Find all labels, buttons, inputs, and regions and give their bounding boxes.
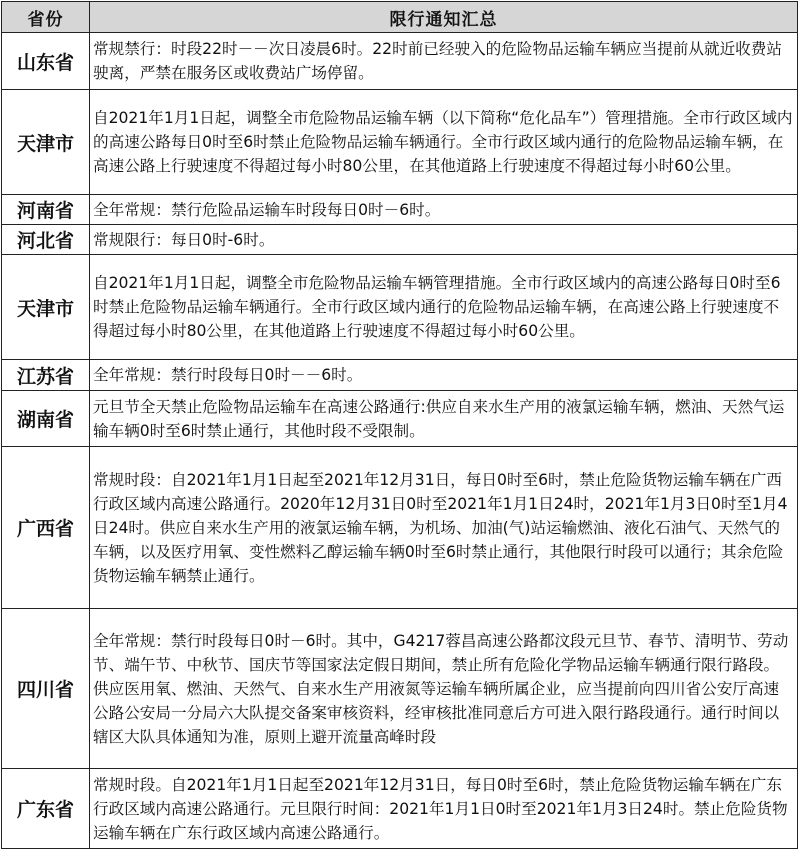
header-row: [2, 2, 798, 33]
table-row: [2, 90, 798, 195]
notice-cell: 全年常规：禁行时段每日0时－－6时。: [90, 360, 798, 391]
province-cell: 广西省: [2, 447, 90, 609]
table-row: [2, 769, 798, 849]
province-cell: 河南省: [2, 195, 90, 225]
table-row: [2, 360, 798, 391]
table-row: [2, 33, 798, 90]
notice-cell: 自2021年1月1日起，调整全市危险物品运输车辆管理措施。全市行政区域内的高速公路每日0时至6时禁止危险物品运输车辆通行。全市行政区域内通行的危险物品运输车辆，在高速公路上行驶速度不得超过每小时80公里，在其他道路上行驶速度不得超过每小时60公里。: [90, 255, 798, 360]
table-row: [2, 447, 798, 609]
province-cell: 山东省: [2, 33, 90, 90]
table-row: [2, 609, 798, 769]
notice-cell: 元旦节全天禁止危险物品运输车在高速公路通行:供应自来水生产用的液氯运输车辆，燃油、天然气运输车辆0时至6时禁止通行，其他时段不受限制。: [90, 391, 798, 447]
notice-cell: 全年常规：禁行时段每日0时－6时。其中，G4217蓉昌高速公路都汶段元旦节、春节、清明节、劳动节、端午节、中秋节、国庆节等国家法定假日期间，禁止所有危险化学物品运输车辆通行限行路段。供应医用氧、燃油、天然气、自来水生产用液氮等运输车辆所属企业，应当提前向四川省公安厅高速公路公安局一分局六大队提交备案审核资料，经审核批准同意后方可进入限行路段通行。通行时间以辖区大队具体通知为准，原则上避开流量高峰时段: [90, 609, 798, 769]
notice-cell: 自2021年1月1日起，调整全市危险物品运输车辆（以下简称“危化品车”）管理措施。全市行政区域内的高速公路每日0时至6时禁止危险物品运输车辆通行。全市行政区域内通行的危险物品运输车辆，在高速公路上行驶速度不得超过每小时80公里，在其他道路上行驶速度不得超过每小时60公里。: [90, 90, 798, 195]
notice-cell: 常规限行：每日0时-6时。: [90, 225, 798, 255]
table-row: [2, 225, 798, 255]
notice-cell: 常规时段：自2021年1月1日起至2021年12月31日，每日0时至6时，禁止危险货物运输车辆在广西行政区域内高速公路通行。2020年12月31日0时至2021年1月1日24时，2021年1月3日0时至1月4日24时。供应自来水生产用的液氯运输车辆，为机场、加油(气)站运输燃油、液化石油气、天然气的车辆，以及医疗用氧、变性燃料乙醇运输车辆0时至6时禁止通行，其他限行时段可以通行；其余危险货物运输车辆禁止通行。: [90, 447, 798, 609]
province-cell: 江苏省: [2, 360, 90, 391]
province-cell: 广东省: [2, 769, 90, 849]
province-cell: 湖南省: [2, 391, 90, 447]
province-cell: 天津市: [2, 90, 90, 195]
table-row: [2, 391, 798, 447]
table-row: [2, 195, 798, 225]
table-row: [2, 255, 798, 360]
province-cell: 河北省: [2, 225, 90, 255]
restriction-summary-table: [1, 1, 798, 849]
notice-cell: 常规时段。自2021年1月1日起至2021年12月31日，每日0时至6时，禁止危险货物运输车辆在广东行政区域内高速公路通行。元旦限行时间：2021年1月1日0时至2021年1月3日24时。禁止危险货物运输车辆在广东行政区域内高速公路通行。: [90, 769, 798, 849]
notice-cell: 全年常规：禁行危险品运输车时段每日0时－6时。: [90, 195, 798, 225]
notice-column-header: 限行通知汇总: [90, 2, 798, 33]
province-column-header: 省份: [2, 2, 90, 33]
province-cell: 四川省: [2, 609, 90, 769]
province-cell: 天津市: [2, 255, 90, 360]
notice-cell: 常规禁行：时段22时－－次日凌晨6时。22时前已经驶入的危险物品运输车辆应当提前从就近收费站驶离，严禁在服务区或收费站广场停留。: [90, 33, 798, 90]
